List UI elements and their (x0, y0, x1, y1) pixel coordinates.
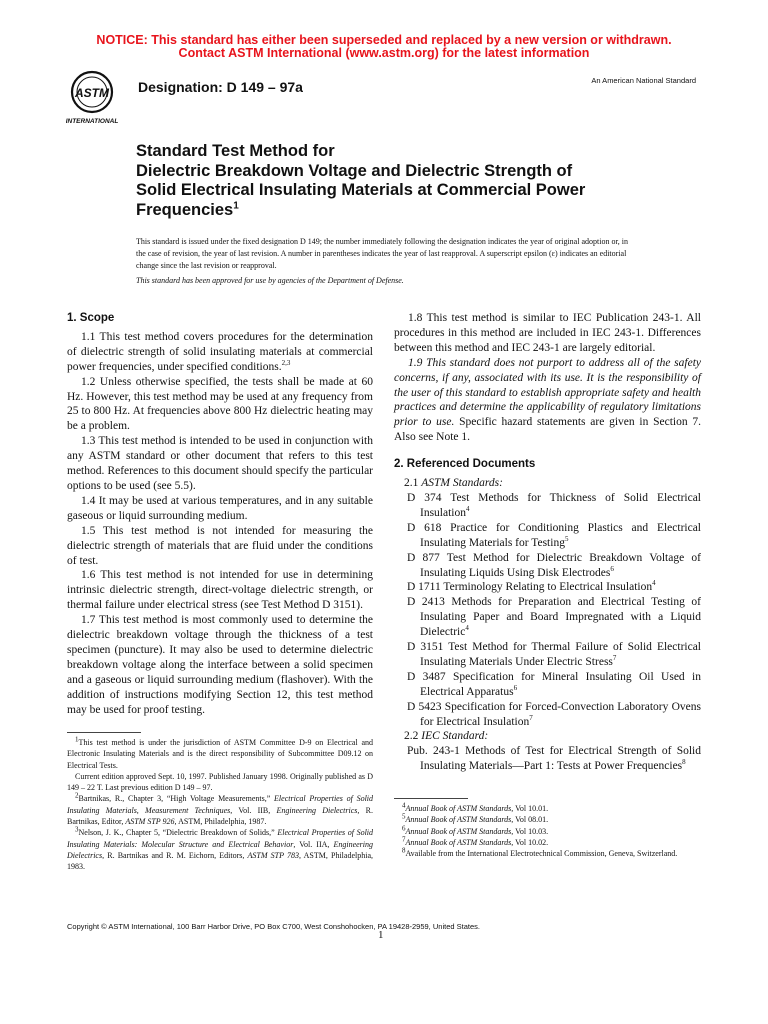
sub-2-2-num: 2.2 (404, 730, 419, 743)
para-1-9-rest: Specific hazard statements are given in Section 7. Also see Note 1. (394, 416, 701, 444)
page-number: 1 (378, 929, 384, 941)
footnote-2-f: ASTM STP 926 (125, 817, 175, 827)
notice-banner (0, 34, 768, 60)
footnote-text: , Vol 10.02. (511, 837, 549, 847)
footnote-right-item (394, 803, 706, 814)
footnote-right-item (394, 837, 706, 848)
footnote-right-item (394, 823, 706, 837)
astm-logo-icon (66, 68, 122, 126)
footnote-1-text: This test method is under the jurisdiction of ASTM Committee D-9 on Electrical and Electronic Insulating Materials and is the direct responsibility of Subcommittee D09.12 on Electrical Tests. (67, 738, 373, 770)
footnote-3-f: ASTM STP 783 (247, 850, 299, 860)
reference-footnote-ref: 5 (564, 534, 569, 543)
reference-text: D 3151 Test Method for Thermal Failure of Solid Electrical Insulating Materials Under Electric Stress (407, 641, 701, 668)
logo-subtext: INTERNATIONAL (66, 118, 119, 125)
reference-footnote-ref: 4 (465, 624, 469, 633)
sub-2-2-label: IEC Standard: (421, 730, 489, 743)
notice-line-2: Contact ASTM International (www.astm.org) for the latest information (178, 46, 590, 60)
footnote-2-a: Bartnikas, R., Chapter 3, “High Voltage Measurements,” (78, 794, 271, 804)
astm-logo (66, 68, 122, 126)
title-line-3: Solid Electrical Insulating Materials at Commercial Power (136, 181, 586, 199)
document-title (136, 142, 696, 220)
footnote-num: 8 (402, 846, 406, 855)
reference-text: D 877 Test Method for Dielectric Breakdown Voltage of Insulating Liquids Using Disk Electrodes (407, 551, 701, 579)
reference-list (394, 491, 701, 730)
reference-item (394, 491, 701, 521)
footnote-italic: Annual Book of ASTM Standards (405, 815, 512, 825)
footnote-text: , Vol 10.01. (511, 804, 549, 813)
copyright: Copyright © ASTM International, 100 Barr Harbor Drive, PO Box C700, West Conshohocken, PA 19428-2959, United States. (67, 922, 480, 931)
para-1-1-text: 1.1 This test method covers procedures for the determination of dielectric strength of solid insulating materials at commercial power frequencies, under specified conditions. (67, 330, 373, 373)
footnote-rule-left (67, 732, 141, 733)
reference-item (394, 521, 701, 551)
para-1-8: 1.8 This test method is similar to IEC Publication 243-1. All procedures in this method are included in IEC 243-1. Differences between this method and IEC 243-1 are largely editorial. (394, 312, 701, 354)
footnote-2-g: , ASTM, Philadelphia, 1987. (174, 817, 267, 827)
footnote-num: 7 (402, 835, 406, 844)
para-1-9 (394, 356, 701, 445)
reference-item (394, 640, 701, 670)
footnote-right-item (394, 814, 706, 825)
astm-standards-subheading (394, 476, 701, 491)
footnote-text: , Vol 10.03. (511, 826, 549, 836)
right-column (394, 311, 701, 774)
reference-footnote-ref: 6 (513, 683, 518, 692)
sub-2-1-label: ASTM Standards: (421, 477, 503, 490)
footnote-italic: Annual Book of ASTM Standards (405, 804, 512, 813)
issue-statement: This standard is issued under the fixed designation D 149; the number immediately following the designation indicates the year of original adoption or, in the case of revision, the year of last revision. A number in parentheses indicates the year of last reapproval. A superscript epsilon (ε) indicates an editorial change since the last revision or reapproval. (136, 237, 629, 270)
title-footnote-ref: 1 (233, 200, 239, 211)
footnote-2-d: Engineering Dielectrics (276, 805, 358, 815)
footnote-italic: Annual Book of ASTM Standards (405, 826, 512, 836)
sub-2-1-num: 2.1 (404, 477, 419, 490)
footnote-rule-right (394, 798, 468, 799)
designation: Designation: D 149 – 97a (138, 79, 303, 95)
reference-item (394, 700, 701, 730)
footnote-3-b: Electrical Properties of Solid Insulating Materials: Molecular Structure and Electrical Behavior (67, 828, 374, 849)
reference-text: D 2413 Methods for Preparation and Electrical Testing of Insulating Paper and Board Impregnated with a Liquid Dielectric (407, 596, 701, 639)
footnote-3 (67, 827, 373, 872)
reference-text: D 374 Test Methods for Thickness of Solid Electrical Insulation (407, 491, 701, 519)
reference-item (394, 580, 701, 595)
title-line-2: Dielectric Breakdown Voltage and Dielectric Strength of (136, 161, 573, 180)
footnote-2-b: Electrical Properties of Solid Insulating Materials, Measurement Techniques (67, 794, 374, 815)
reference-item (394, 595, 701, 640)
para-1-1-ref: 2,3 (281, 358, 291, 367)
footnote-3-g: , ASTM, Philadelphia, 1983. (67, 850, 373, 872)
references-heading: 2. Referenced Documents (394, 458, 536, 471)
reference-text: D 618 Practice for Conditioning Plastics and Electrical Insulating Materials for Testing (407, 521, 701, 549)
title-line-1: Standard Test Method for (136, 142, 335, 160)
footnote-2-num: 2 (75, 791, 79, 800)
footnote-3-num: 3 (75, 825, 79, 834)
footnote-num: 6 (402, 823, 406, 832)
para-1-3: 1.3 This test method is intended to be used in conjunction with any ASTM standard or other document that refers to this test method. References to this document should specify the particular options to be used (see 5.5). (67, 435, 373, 492)
reference-iec-text: Pub. 243-1 Methods of Test for Electrical Strength of Solid Insulating Materials—Part 1: Tests at Power Frequencies (407, 745, 701, 773)
footnote-text: Available from the International Electrotechnical Commission, Geneva, Switzerland. (405, 849, 678, 859)
logo-text: ASTM (75, 86, 109, 100)
notice-line-1: NOTICE: This standard has either been superseded and replaced by a new version or withdrawn. (96, 33, 672, 47)
footnotes-left (67, 737, 373, 873)
para-1-5: 1.5 This test method is not intended for measuring the dielectric strength of materials that are fluid under the conditions of test. (67, 524, 373, 567)
footnote-2 (67, 793, 373, 827)
reference-item-iec (394, 744, 701, 774)
footnote-3-d: Engineering Dielectrics (67, 839, 374, 860)
american-national-standard: An American National Standard (591, 76, 696, 85)
footnotes-right (394, 803, 706, 859)
para-1-6: 1.6 This test method is not intended for use in determining intrinsic dielectric strength, direct-voltage dielectric strength, or thermal failure under electrical stress (see Test Method D 3151). (67, 569, 373, 612)
reference-item (394, 670, 701, 700)
reference-footnote-ref: 6 (610, 564, 614, 573)
title-line-4: Frequencies (136, 200, 234, 219)
para-1-1 (67, 330, 373, 375)
para-1-9-italic: 1.9 This standard does not purport to address all of the safety concerns, if any, associated with its use. It is the responsibility of the user of this standard to establish appropriate safety and health practices and determine the applicability of regulatory limitations prior to use. (394, 356, 701, 429)
reference-footnote-ref: 4 (466, 505, 470, 514)
left-column (67, 311, 373, 717)
reference-item (394, 551, 701, 581)
iec-standard-subheading (394, 729, 701, 744)
footnote-right-item (394, 848, 706, 859)
footnote-3-e: , R. Bartnikas and R. M. Eichorn, Editors, (102, 850, 245, 860)
reference-footnote-ref: 4 (652, 579, 656, 588)
scope-heading: 1. Scope (67, 312, 115, 324)
para-1-4: 1.4 It may be used at various temperatures, and in any suitable gaseous or liquid surrounding medium. (67, 494, 373, 522)
footnote-1-num: 1 (75, 735, 79, 744)
reference-footnote-ref: 7 (529, 713, 533, 722)
footnote-italic: Annual Book of ASTM Standards (405, 837, 512, 847)
footnote-1 (67, 737, 373, 771)
footnote-num: 4 (402, 801, 406, 810)
footnote-3-a: Nelson, J. K., Chapter 5, “Dielectric Breakdown of Solids,” (78, 828, 275, 838)
para-1-7: 1.7 This test method is most commonly used to determine the dielectric breakdown voltage through the thickness of a test specimen (puncture). It may also be used to determine dielectric breakdown voltage along the interface between a solid specimen and a gaseous or liquid surrounding medium (flashover). With the addition of instructions modifying Section 12, this test method may be used for proof testing. (67, 614, 373, 716)
reference-iec-ref: 8 (682, 758, 686, 767)
footnote-3-c: , Vol. IIA, (293, 839, 330, 849)
footnote-text: , Vol 08.01. (511, 815, 549, 825)
para-1-2: 1.2 Unless otherwise specified, the tests shall be made at 60 Hz. However, this test method may be used at any frequency from 25 to 800 Hz. At frequencies above 800 Hz dielectric heating may be a problem. (67, 375, 373, 433)
dod-approval: This standard has been approved for use by agencies of the Department of Defense. (136, 276, 404, 285)
reference-footnote-ref: 7 (612, 654, 617, 663)
footnote-1b: Current edition approved Sept. 10, 1997. Published January 1998. Originally published as D 149 – 22 T. Last previous edition D 149 – 97. (67, 771, 373, 793)
reference-text: D 5423 Specification for Forced-Convection Laboratory Ovens for Electrical Insulation (407, 700, 701, 728)
reference-text: D 3487 Specification for Mineral Insulating Oil Used in Electrical Apparatus (407, 670, 701, 698)
reference-text: D 1711 Terminology Relating to Electrical Insulation (407, 581, 653, 594)
footnote-num: 5 (402, 812, 406, 821)
footnote-2-e: , R. Bartnikas, Editor, (67, 805, 373, 827)
footnote-2-c: , Vol. IIB, (230, 805, 271, 815)
